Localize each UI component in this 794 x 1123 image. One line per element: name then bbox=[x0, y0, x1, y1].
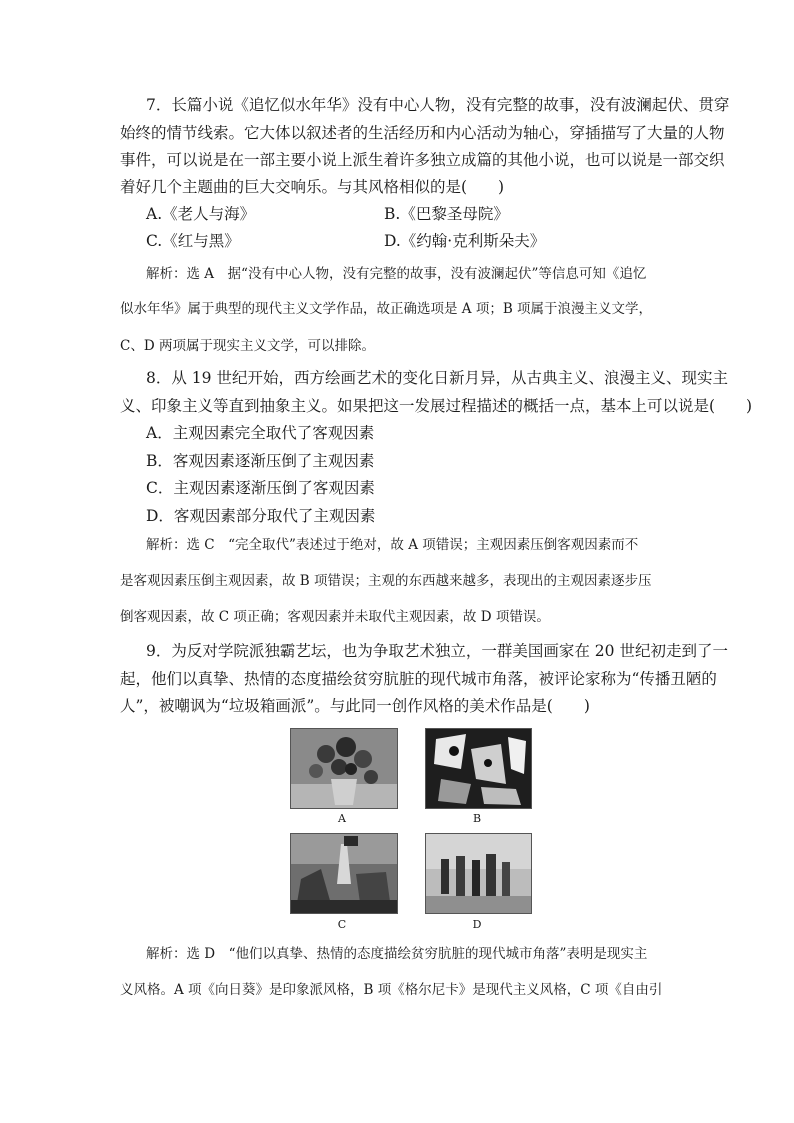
q8-analysis-line-2: 是客观因素压倒主观因素，故 B 项错误；主观的东西越来越多，表现出的主观因素逐步压 bbox=[120, 573, 652, 589]
q7-analysis-line-3: C、D 两项属于现实主义文学，可以排除。 bbox=[120, 338, 375, 354]
painting-d-realism bbox=[425, 833, 532, 914]
painting-c-liberty bbox=[290, 833, 398, 914]
q7-stem-line-2: 始终的情节线索。它大体以叙述者的生活经历和内心活动为轴心，穿插描写了大量的人物 bbox=[120, 124, 725, 142]
q8-option-a: A．主观因素完全取代了客观因素 bbox=[146, 424, 375, 442]
q8-analysis-line-3: 倒客观因素，故 C 项正确；客观因素并未取代主观因素，故 D 项错误。 bbox=[120, 609, 550, 625]
q7-option-b: B.《巴黎圣母院》 bbox=[384, 205, 509, 223]
q7-option-a: A.《老人与海》 bbox=[146, 205, 256, 223]
figure-label-a: A bbox=[338, 812, 346, 825]
q9-stem-line-3: 人”，被嘲讽为“垃圾箱画派”。与此同一创作风格的美术作品是( ) bbox=[120, 697, 590, 715]
q7-option-c: C.《红与黑》 bbox=[146, 232, 240, 250]
figure-label-b: B bbox=[472, 812, 482, 825]
q7-stem-line-4: 着好几个主题曲的巨大交响乐。与其风格相似的是( ) bbox=[120, 178, 505, 196]
q8-option-d: D．客观因素部分取代了主观因素 bbox=[146, 507, 376, 525]
q9-analysis-line-1: 解析：选 D “他们以真挚、热情的态度描绘贫穷肮脏的现代城市角落”表明是现实主 bbox=[146, 946, 648, 962]
figure-label-d: D bbox=[472, 918, 482, 931]
q9-stem-line-2: 起，他们以真挚、热情的态度描绘贫穷肮脏的现代城市角落，被评论家称为“传播丑陋的 bbox=[120, 670, 717, 688]
q8-stem-line-2: 义、印象主义等直到抽象主义。如果把这一发展过程描述的概括一点，基本上可以说是( ) bbox=[120, 397, 753, 415]
q7-analysis-line-1: 解析：选 A 据“没有中心人物，没有完整的故事，没有波澜起伏”等信息可知《追忆 bbox=[146, 266, 647, 282]
q8-option-c: C．主观因素逐渐压倒了客观因素 bbox=[146, 479, 375, 497]
q8-analysis-line-1: 解析：选 C “完全取代”表述过于绝对，故 A 项错误；主观因素压倒客观因素而不 bbox=[146, 537, 639, 553]
q9-analysis-line-2: 义风格。A 项《向日葵》是印象派风格，B 项《格尔尼卡》是现代主义风格，C 项《自由引 bbox=[120, 982, 663, 998]
q9-stem-line-1: 9．为反对学院派独霸艺坛，也为争取艺术独立，一群美国画家在 20 世纪初走到了一 bbox=[146, 642, 728, 660]
figure-label-c: C bbox=[337, 918, 347, 931]
painting-a-sunflowers bbox=[290, 728, 398, 809]
q7-stem-line-3: 事件，可以说是在一部主要小说上派生着许多独立成篇的其他小说，也可以说是一部交织 bbox=[120, 151, 725, 169]
painting-b-guernica bbox=[425, 728, 532, 809]
q7-analysis-line-2: 似水年华》属于典型的现代主义文学作品，故正确选项是 A 项；B 项属于浪漫主义文学， bbox=[120, 301, 653, 317]
q8-option-b: B．客观因素逐渐压倒了主观因素 bbox=[146, 452, 375, 470]
q7-stem-line-1: 7．长篇小说《追忆似水年华》没有中心人物，没有完整的故事，没有波澜起伏、贯穿 bbox=[146, 96, 730, 114]
q8-stem-line-1: 8．从 19 世纪开始，西方绘画艺术的变化日新月异，从古典主义、浪漫主义、现实主 bbox=[146, 369, 728, 387]
q7-option-d: D.《约翰·克利斯朵夫》 bbox=[384, 232, 546, 250]
